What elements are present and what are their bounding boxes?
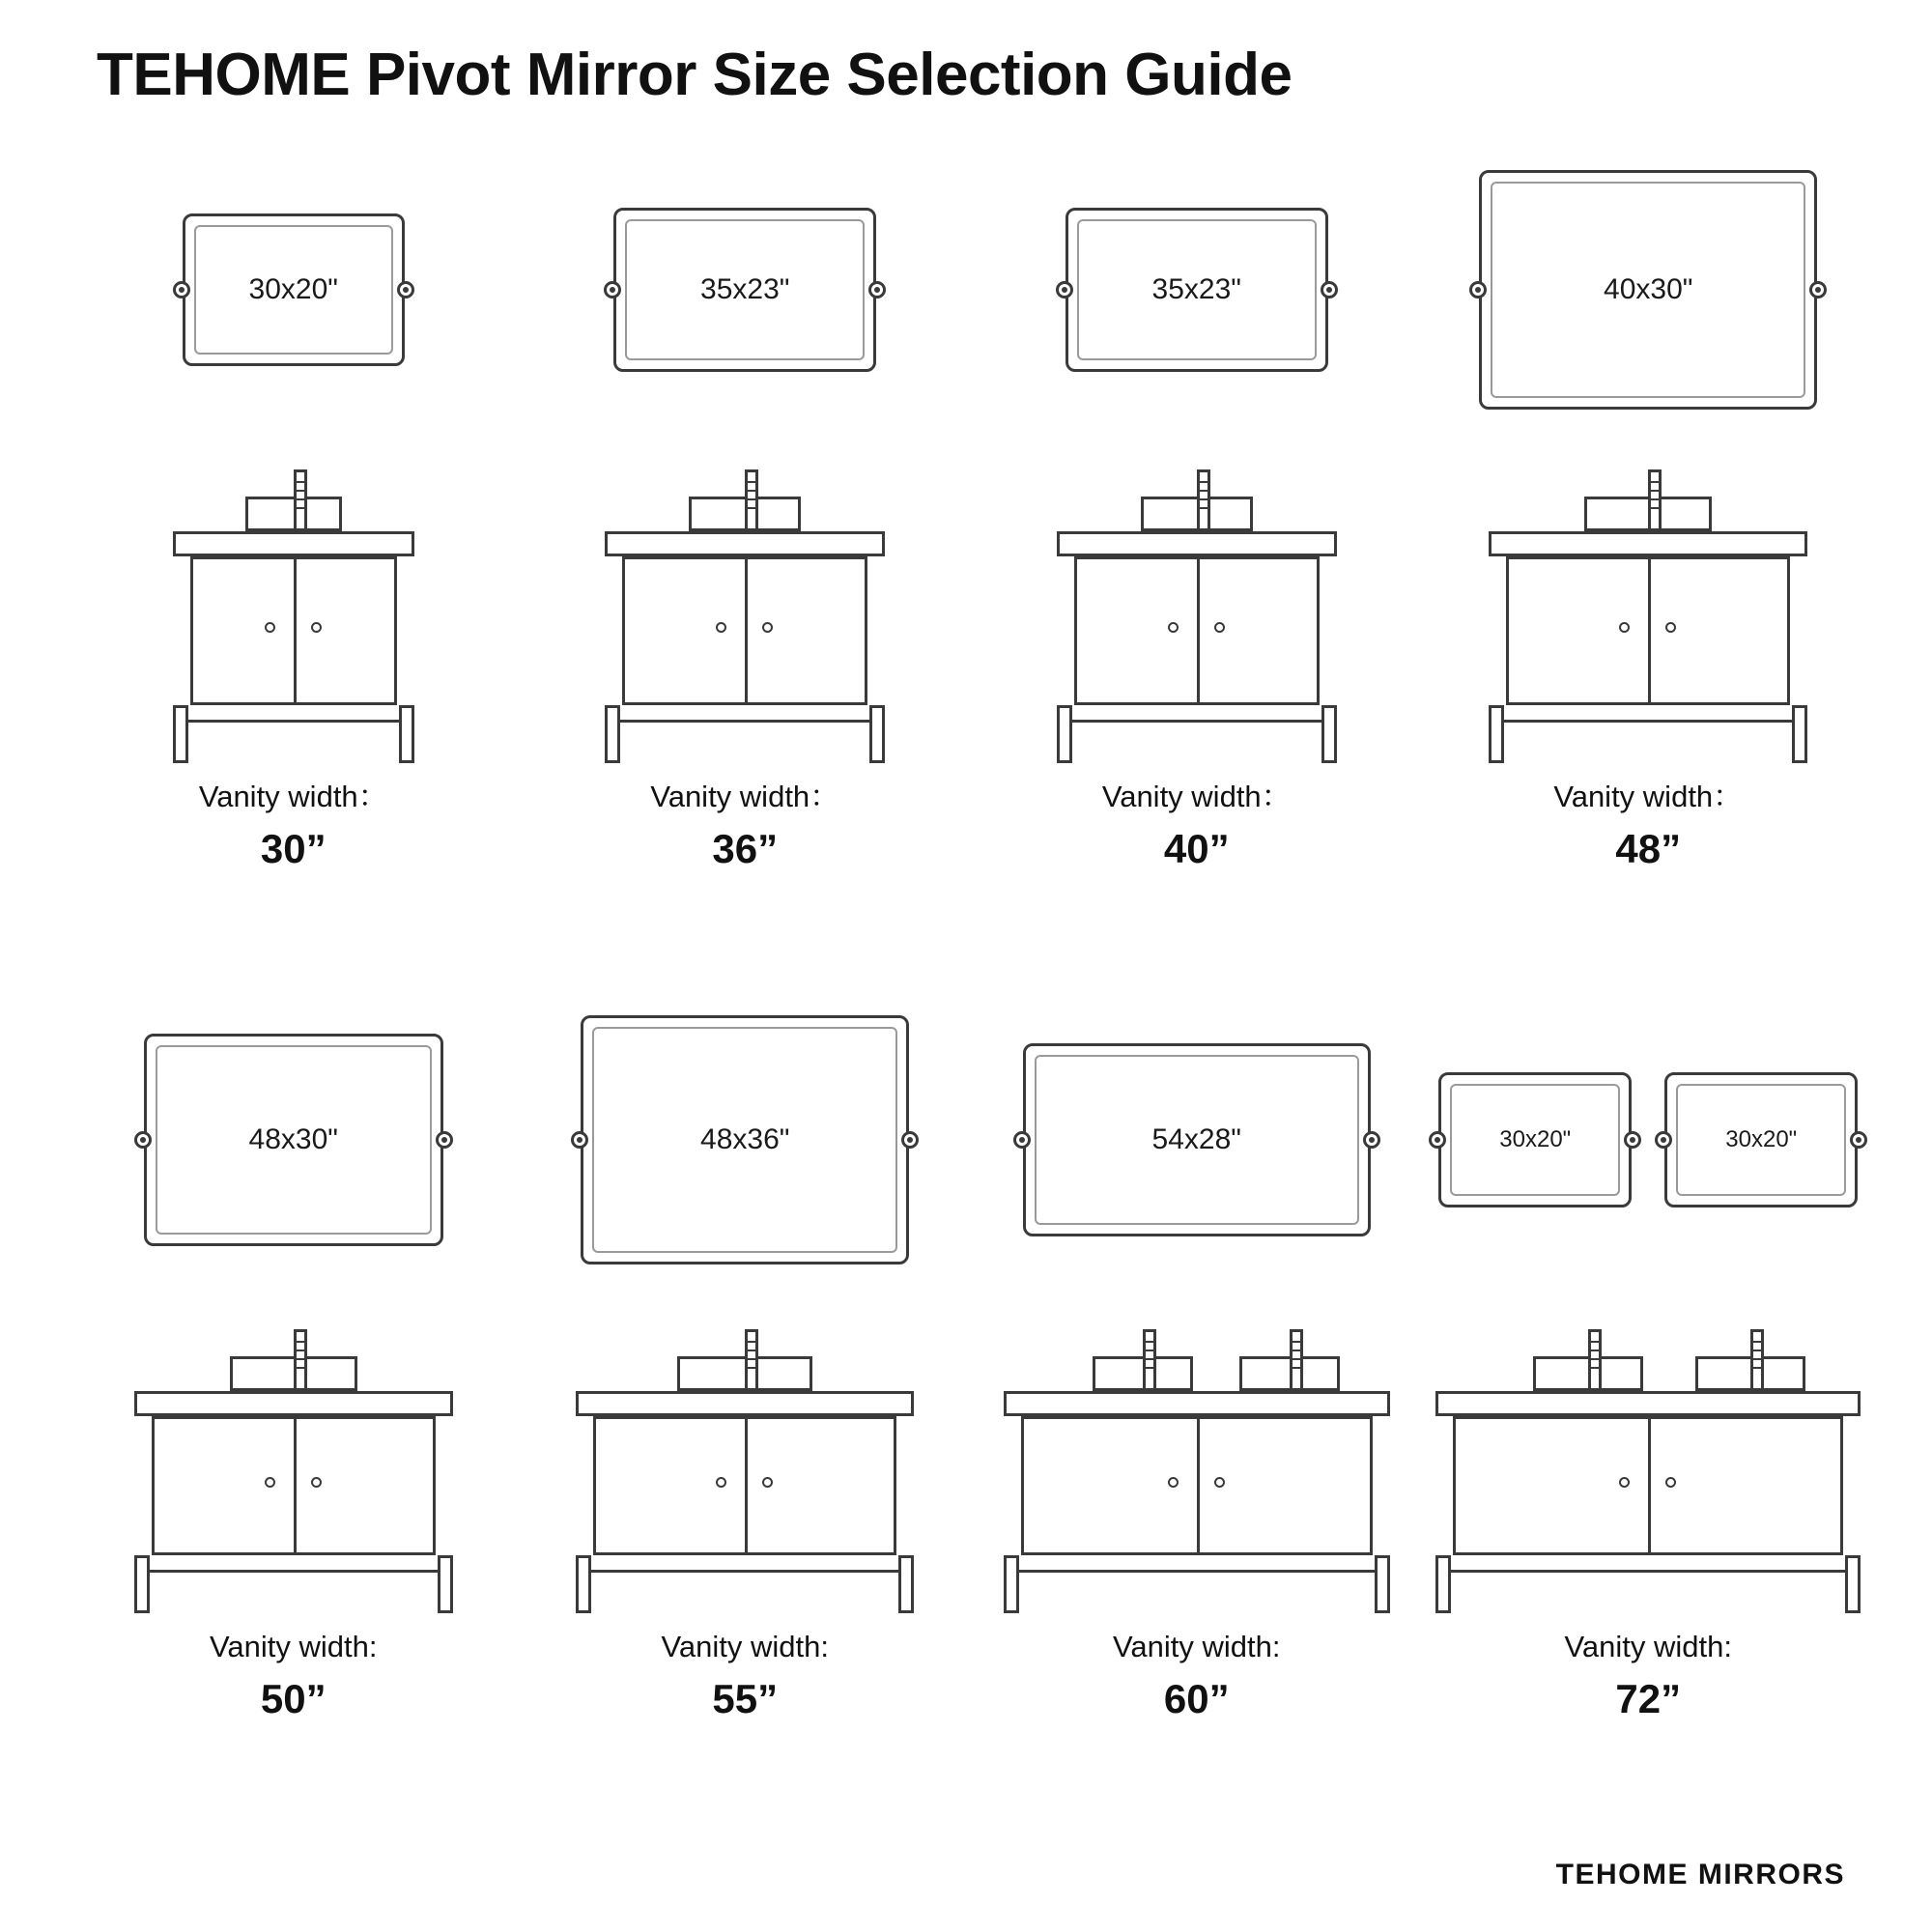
cabinet-door-split (1648, 1419, 1651, 1552)
faucet-icon (1648, 469, 1662, 531)
mirror-group (144, 1034, 443, 1246)
vanity-width-value: 50” (260, 1675, 327, 1721)
vanity-diagram (1435, 1391, 1861, 1613)
vanity-width-value: 48” (1615, 825, 1682, 871)
pivot-left-icon (1429, 1131, 1446, 1149)
vanity-area (520, 1294, 972, 1613)
mirror-size-label: 30x20" (1499, 1126, 1572, 1152)
pivot-right-icon (901, 1131, 919, 1149)
vanity-area (68, 1294, 520, 1613)
page-title: TEHOME Pivot Mirror Size Selection Guide (97, 42, 1293, 108)
vanity-leg (605, 705, 620, 763)
vanity-leg (1321, 705, 1337, 763)
vanity-area (1423, 444, 1875, 763)
mirror-diagram (1065, 208, 1328, 372)
mirror-diagram (1664, 1072, 1858, 1208)
vanity-width-value: 30” (260, 825, 327, 871)
pivot-left-icon (571, 1131, 588, 1149)
vanity-countertop (1004, 1391, 1390, 1416)
vanity-width-caption (520, 1629, 972, 1724)
cabinet-knob (311, 1477, 322, 1488)
cabinet-door-split (294, 1419, 297, 1552)
mirror-area (68, 145, 520, 435)
faucet-tick (297, 498, 304, 500)
pivot-left-icon (1655, 1131, 1672, 1149)
vanity-apron (173, 720, 414, 723)
mirror-group (581, 1015, 909, 1264)
faucet-tick (1293, 1350, 1300, 1351)
mirror-size-label: 48x30" (248, 1123, 338, 1155)
faucet-tick (1200, 481, 1208, 483)
vanity-width-caption (68, 1629, 520, 1724)
mirror-size-label: 35x23" (700, 273, 790, 305)
vanity-width-caption (68, 779, 520, 874)
faucet-tick (748, 481, 755, 483)
vanity-width-caption (1423, 779, 1875, 874)
pivot-right-icon (1363, 1131, 1380, 1149)
faucet-tick (1146, 1341, 1153, 1343)
pivot-left-icon (1469, 281, 1487, 298)
vanity-countertop (1435, 1391, 1861, 1416)
faucet-tick (748, 498, 755, 500)
mirror-group (613, 208, 876, 372)
pivot-left-icon (134, 1131, 152, 1149)
size-option-cell[interactable] (68, 145, 520, 874)
vanity-apron (1435, 1570, 1861, 1573)
faucet-tick (748, 490, 755, 492)
faucet-tick (297, 481, 304, 483)
faucet-tick (297, 1350, 304, 1351)
cabinet-knob (1168, 622, 1179, 633)
mirror-diagram (613, 208, 876, 372)
mirror-diagram (144, 1034, 443, 1246)
mirror-size-label: 48x36" (700, 1123, 790, 1155)
vanity-apron (1004, 1570, 1390, 1573)
vanity-countertop (576, 1391, 914, 1416)
faucet-tick (1200, 498, 1208, 500)
vanity-diagram (134, 1391, 453, 1613)
vanity-cabinet (1021, 1416, 1373, 1555)
faucet-tick (297, 507, 304, 509)
faucet-icon (1750, 1329, 1764, 1391)
faucet-tick (1293, 1358, 1300, 1360)
vanity-width-caption (1423, 1629, 1875, 1724)
faucet-tick (297, 1367, 304, 1369)
pivot-right-icon (1321, 281, 1338, 298)
size-option-cell[interactable] (971, 145, 1423, 874)
vanity-width-value: 55” (712, 1675, 779, 1721)
vanity-area (971, 444, 1423, 763)
size-option-cell[interactable] (520, 995, 972, 1724)
cabinet-door-split (1648, 559, 1651, 702)
cabinet-knob (1168, 1477, 1179, 1488)
size-option-cell[interactable] (1423, 145, 1875, 874)
vanity-apron (1057, 720, 1337, 723)
faucet-tick (1200, 490, 1208, 492)
faucet-tick (748, 1341, 755, 1343)
vanity-diagram (1057, 531, 1337, 763)
mirror-group (183, 213, 405, 366)
vanity-countertop (134, 1391, 453, 1416)
vanity-diagram (173, 531, 414, 763)
pivot-right-icon (868, 281, 886, 298)
cabinet-door-split (745, 559, 748, 702)
vanity-width-caption (971, 1629, 1423, 1724)
vanity-cabinet (1506, 556, 1790, 705)
pivot-right-icon (436, 1131, 453, 1149)
faucet-icon (1290, 1329, 1303, 1391)
faucet-tick (1651, 490, 1659, 492)
vanity-diagram (576, 1391, 914, 1613)
faucet-tick (748, 507, 755, 509)
vanity-width-value: 60” (1163, 1675, 1230, 1721)
cabinet-door-split (1197, 559, 1200, 702)
faucet-icon (294, 1329, 307, 1391)
vanity-apron (576, 1570, 914, 1573)
faucet-icon (294, 469, 307, 531)
faucet-tick (1651, 498, 1659, 500)
vanity-leg (1057, 705, 1072, 763)
vanity-cabinet (1074, 556, 1320, 705)
mirror-area (971, 995, 1423, 1285)
vanity-cabinet (1453, 1416, 1843, 1555)
vanity-countertop (1489, 531, 1807, 556)
brand-wordmark: TEHOME MIRRORS (1555, 1859, 1845, 1890)
mirror-area (520, 145, 972, 435)
mirror-group (1479, 170, 1817, 410)
faucet-tick (1651, 507, 1659, 509)
vanity-leg (173, 705, 188, 763)
faucet-icon (745, 1329, 758, 1391)
mirror-diagram (1438, 1072, 1632, 1208)
vanity-countertop (605, 531, 885, 556)
mirror-size-label: 30x20" (1725, 1126, 1798, 1152)
cabinet-door-split (745, 1419, 748, 1552)
vanity-cabinet (622, 556, 867, 705)
vanity-leg (898, 1555, 914, 1613)
cabinet-knob (1214, 622, 1225, 633)
vanity-apron (134, 1570, 453, 1573)
pivot-right-icon (1850, 1131, 1867, 1149)
faucet-tick (297, 1358, 304, 1360)
pivot-left-icon (1056, 281, 1073, 298)
vanity-width-label: Vanity width: (661, 1630, 829, 1663)
size-option-cell[interactable] (520, 145, 972, 874)
faucet-tick (1591, 1367, 1599, 1369)
faucet-tick (748, 1367, 755, 1369)
mirror-area (68, 995, 520, 1285)
vanity-area (68, 444, 520, 763)
vanity-cabinet (190, 556, 397, 705)
cabinet-knob (265, 1477, 275, 1488)
vanity-leg (134, 1555, 150, 1613)
vanity-leg (1375, 1555, 1390, 1613)
mirror-area (1423, 995, 1875, 1285)
vanity-width-caption (520, 779, 972, 874)
vanity-width-label: Vanity width: (210, 1630, 378, 1663)
vanity-diagram (1004, 1391, 1390, 1613)
faucet-tick (1753, 1367, 1761, 1369)
vanity-cabinet (152, 1416, 436, 1555)
faucet-tick (1753, 1341, 1761, 1343)
vanity-diagram (1489, 531, 1807, 763)
cabinet-knob (1214, 1477, 1225, 1488)
faucet-icon (1588, 1329, 1602, 1391)
size-option-cell[interactable] (68, 995, 520, 1724)
mirror-diagram (581, 1015, 909, 1264)
faucet-tick (1146, 1350, 1153, 1351)
vanity-leg (576, 1555, 591, 1613)
mirror-group (1023, 1043, 1371, 1236)
vanity-area (520, 444, 972, 763)
vanity-cabinet (593, 1416, 896, 1555)
vanity-apron (1489, 720, 1807, 723)
mirror-group (1438, 1072, 1858, 1208)
faucet-tick (1651, 481, 1659, 483)
mirror-group (1065, 208, 1328, 372)
faucet-tick (1293, 1341, 1300, 1343)
faucet-tick (1293, 1367, 1300, 1369)
vanity-width-value: 36” (712, 825, 779, 871)
mirror-size-label: 30x20" (248, 273, 338, 305)
mirror-diagram (1479, 170, 1817, 410)
mirror-size-label: 54x28" (1151, 1123, 1241, 1155)
vanity-width-value: 40” (1163, 825, 1230, 871)
vanity-width-label: Vanity width: (1564, 1630, 1732, 1663)
mirror-area (1423, 145, 1875, 435)
size-row-1 (68, 145, 1874, 874)
cabinet-door-split (294, 559, 297, 702)
vanity-width-value: 72” (1615, 1675, 1682, 1721)
vanity-apron (605, 720, 885, 723)
vanity-width-caption (971, 779, 1423, 874)
vanity-leg (1845, 1555, 1861, 1613)
faucet-tick (1591, 1350, 1599, 1351)
vanity-width-label: Vanity width： (1101, 780, 1292, 813)
vanity-area (1423, 1294, 1875, 1613)
pivot-right-icon (1809, 281, 1827, 298)
pivot-left-icon (173, 281, 190, 298)
vanity-countertop (1057, 531, 1337, 556)
faucet-tick (1146, 1358, 1153, 1360)
cabinet-knob (311, 622, 322, 633)
faucet-tick (297, 490, 304, 492)
vanity-leg (399, 705, 414, 763)
pivot-left-icon (604, 281, 621, 298)
cabinet-knob (265, 622, 275, 633)
faucet-tick (1591, 1358, 1599, 1360)
faucet-tick (1753, 1350, 1761, 1351)
mirror-size-label: 40x30" (1604, 273, 1693, 305)
faucet-icon (1197, 469, 1210, 531)
vanity-diagram (605, 531, 885, 763)
faucet-tick (1591, 1341, 1599, 1343)
faucet-tick (1146, 1367, 1153, 1369)
vanity-leg (1004, 1555, 1019, 1613)
size-option-cell[interactable] (1423, 995, 1875, 1724)
mirror-diagram (183, 213, 405, 366)
vanity-countertop (173, 531, 414, 556)
vanity-area (971, 1294, 1423, 1613)
pivot-left-icon (1013, 1131, 1031, 1149)
vanity-width-label: Vanity width： (1553, 780, 1744, 813)
vanity-width-label: Vanity width： (198, 780, 388, 813)
vanity-width-label: Vanity width: (1113, 1630, 1281, 1663)
mirror-diagram (1023, 1043, 1371, 1236)
faucet-tick (748, 1350, 755, 1351)
cabinet-door-split (1197, 1419, 1200, 1552)
mirror-area (971, 145, 1423, 435)
vanity-leg (1792, 705, 1807, 763)
vanity-width-label: Vanity width： (650, 780, 840, 813)
faucet-icon (1143, 1329, 1156, 1391)
faucet-tick (297, 1341, 304, 1343)
faucet-tick (1200, 507, 1208, 509)
faucet-tick (748, 1358, 755, 1360)
vanity-leg (1489, 705, 1504, 763)
size-option-cell[interactable] (971, 995, 1423, 1724)
vanity-leg (869, 705, 885, 763)
pivot-right-icon (397, 281, 414, 298)
mirror-area (520, 995, 972, 1285)
mirror-size-label: 35x23" (1151, 273, 1241, 305)
vanity-leg (438, 1555, 453, 1613)
faucet-tick (1753, 1358, 1761, 1360)
vanity-leg (1435, 1555, 1451, 1613)
faucet-icon (745, 469, 758, 531)
pivot-right-icon (1624, 1131, 1641, 1149)
size-row-2 (68, 995, 1874, 1724)
